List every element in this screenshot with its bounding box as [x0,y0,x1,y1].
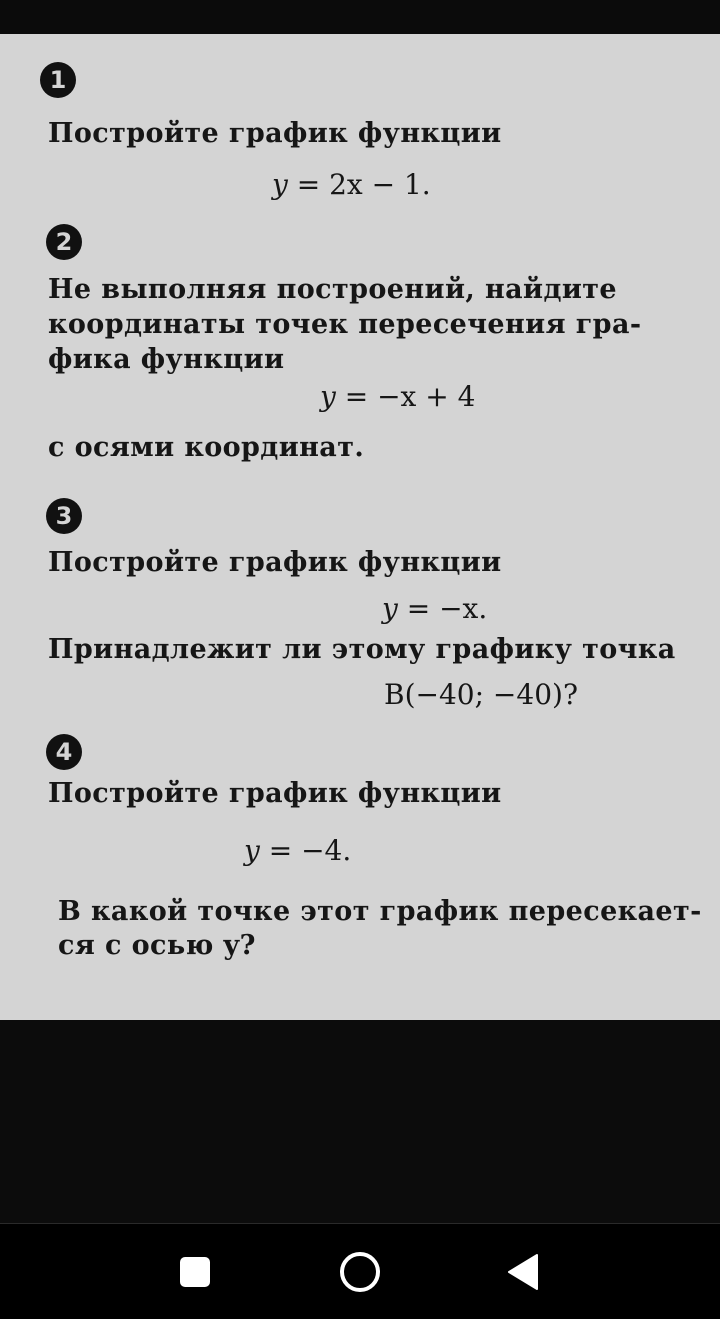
problem-4-text: Постройте график функции [48,778,502,809]
problem-2-text-line-2: координаты точек пересечения гра- [48,309,642,340]
equation-rhs: = −x + 4 [344,380,476,413]
equation-variable: y [272,168,288,201]
problem-2-equation [320,380,475,413]
home-button[interactable] [335,1249,385,1297]
equation-variable: y [382,592,398,625]
problem-3-equation [382,592,487,625]
problem-3-question: Принадлежит ли этому графику точка [48,634,676,665]
problem-3-point: B(−40; −40)? [384,678,578,711]
problem-1-text: Постройте график функции [48,118,502,149]
recents-button[interactable] [170,1249,220,1297]
problem-2-text-line-3: фика функции [48,344,285,375]
status-bar [0,0,720,34]
back-button[interactable] [500,1249,550,1297]
problem-number-3: 3 [46,498,82,534]
problem-1-equation [272,168,431,201]
equation-rhs: = −4. [268,834,352,867]
equation-variable: y [244,834,260,867]
problem-2-text-after: с осями координат. [48,432,365,463]
equation-rhs: = −x. [406,592,488,625]
problem-2-text-line-1: Не выполняя построений, найдите [48,274,618,305]
problem-4-question-line-1: В какой точке этот график пересекает- [58,896,702,927]
back-triangle-icon [500,1249,550,1297]
equation-rhs: = 2x − 1. [296,168,431,201]
worksheet-photo [0,34,720,1020]
recents-square-icon [170,1249,220,1297]
problem-number-2: 2 [46,224,82,260]
home-circle-icon [335,1249,385,1297]
problem-number-1: 1 [40,62,76,98]
problem-number-4: 4 [46,734,82,770]
equation-variable: y [320,380,336,413]
viewer-background [0,1020,720,1223]
problem-4-equation [244,834,351,867]
problem-4-question-line-2: ся с осью y? [58,930,256,961]
navigation-bar [0,1223,720,1319]
problem-3-text: Постройте график функции [48,547,502,578]
